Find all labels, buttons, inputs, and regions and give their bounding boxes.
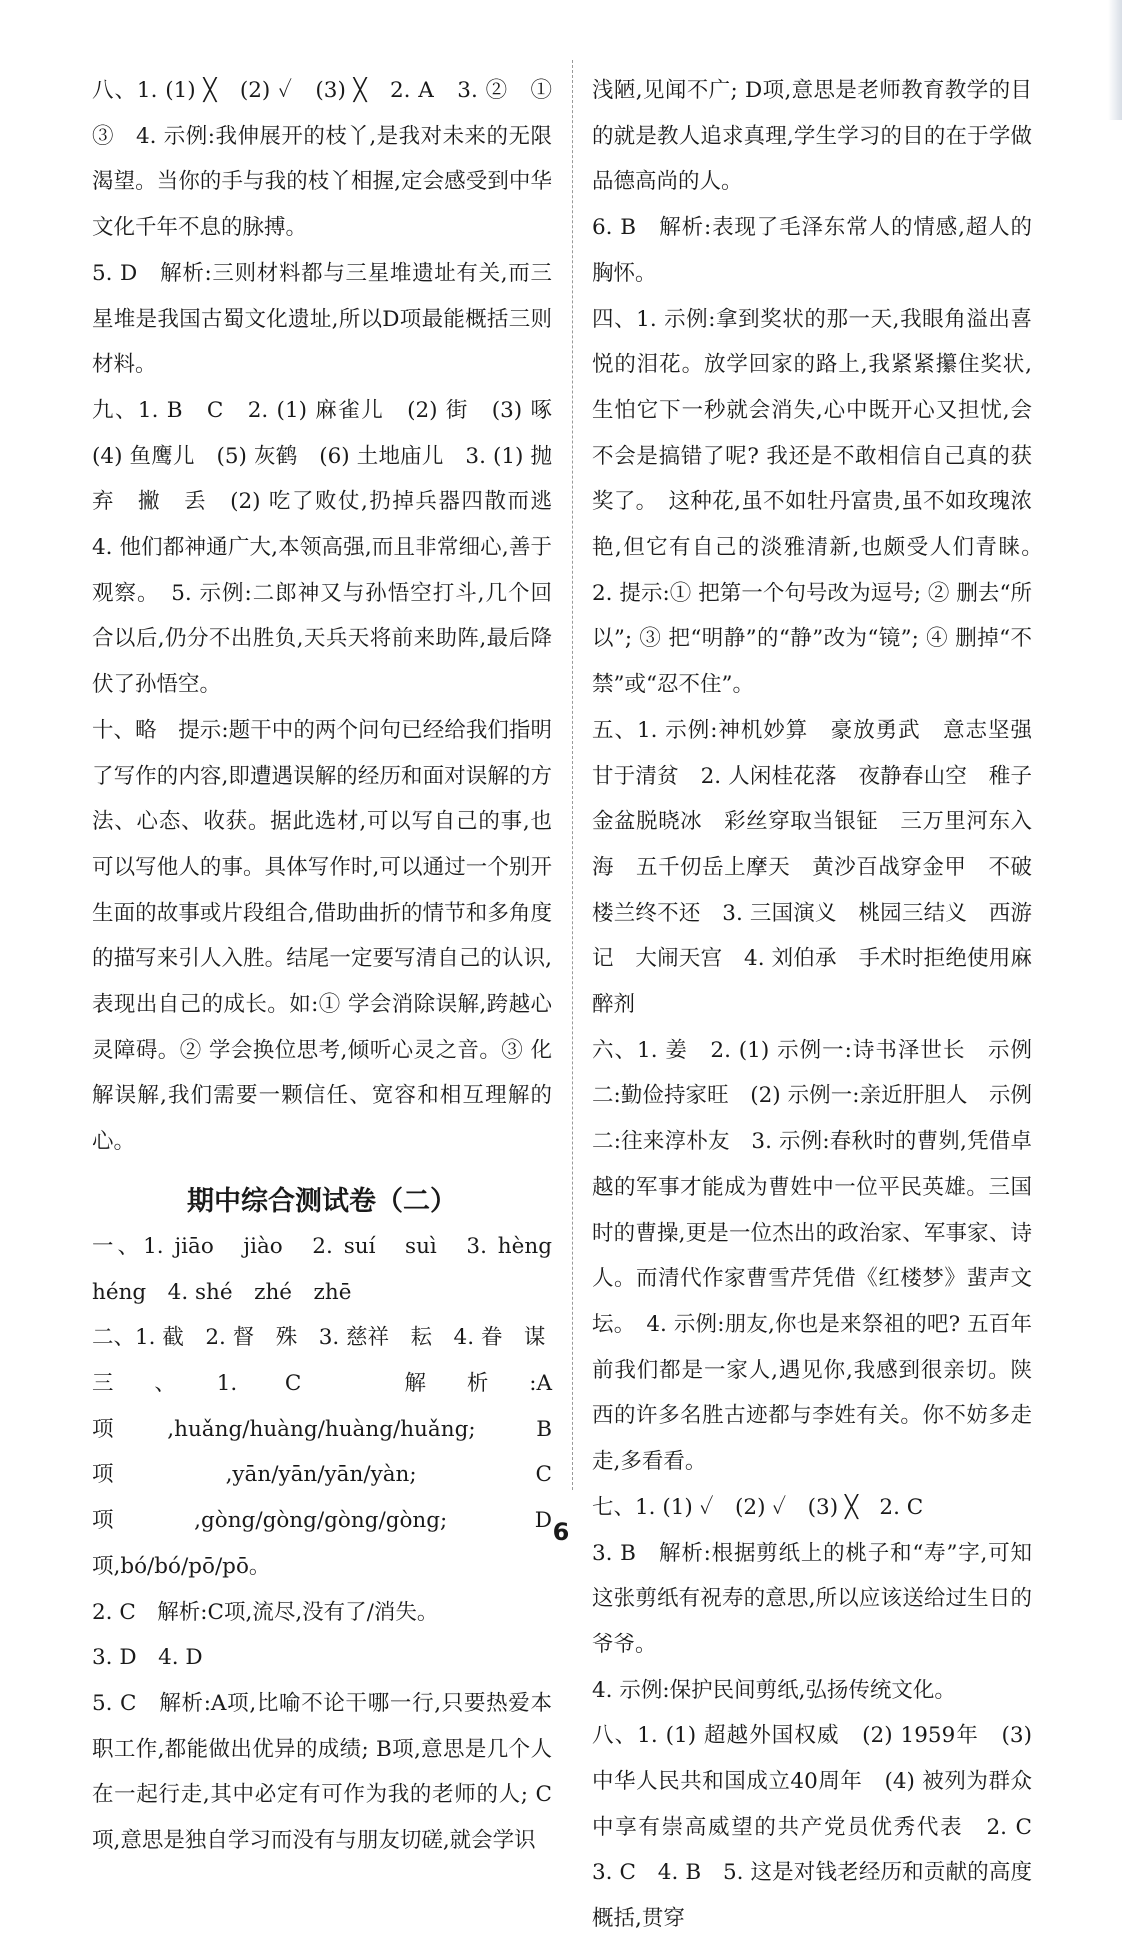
answer-part-4: 四、1. 示例:拿到奖状的那一天,我眼角溢出喜悦的泪花。放学回家的路上,我紧紧攥住奖状,生怕它下一秒就会消失,心中既开心又担忧,会不会是搞错了呢? 我还是不敢相信自己真的获奖了。 这种花,虽不如牡丹富贵,虽不如玫瑰浓艳,但它有自己的淡雅清新,也颇受人们青睐。 2. 提示:① 把第一个句号改为逗号; ② 删去“所以”; ③ 把“明静”的“静”改为“镜”; ④ 删掉“不禁”或“忍不住”。: [592, 306, 1054, 698]
answer-part-8: 八、1. (1) 超越外国权威 (2) 1959年 (3) 中华人民共和国成立40周年 (4) 被列为群众中享有崇高威望的共产党员优秀代表 2. C 3. C 4. B 5. 这是对钱老经历和贡献的高度概括,贯穿: [592, 1723, 1054, 1932]
answer-part-3-q6: 6. B 解析:表现了毛泽东常人的情感,超人的胸怀。: [592, 215, 1032, 286]
answer-part-7-q1-q2: 七、1. (1) ✓ (2) ✓ (3) ╳ 2. C: [592, 1494, 924, 1520]
answer-part-3-q2: 2. C 解析:C项,流尽,没有了/消失。: [92, 1599, 439, 1625]
answer-part-1: 一、1. jiāo jiào 2. suí suì 3. hèng héng 4. shé zhé zhē: [92, 1233, 574, 1305]
answer-section-8-q5: 5. D 解析:三则材料都与三星堆遗址有关,而三星堆是我国古蜀文化遗址,所以D项最能概括三则材料。: [92, 260, 552, 378]
page-edge-shadow: [1108, 0, 1122, 120]
answer-section-10: 十、略 提示:题干中的两个问句已经给我们指明了写作的内容,即遭遇误解的经历和面对误解的方法、心态、收获。据此选材,可以写自己的事,也可以写他人的事。具体写作时,可以通过一个别开生面的故事或片段组合,借助曲折的情节和多角度的描写来引人入胜。结尾一定要写清自己的认识,表现出自己的成长。如:① 学会消除误解,跨越心灵障碍。② 学会换位思考,倾听心灵之音。③ 化解误解,我们需要一颗信任、宽容和相互理解的心。: [92, 717, 552, 1155]
answer-section-8: 八、1. (1) ╳ (2) ✓ (3) ╳ 2. A 3. ② ① ③ 4. 示例:我伸展开的枝丫,是我对未来的无限渴望。当你的手与我的枝丫相握,定会感受到中华文化千年不息的脉搏。: [92, 78, 574, 241]
answer-part-3-q1: 三、1. C 解析:A项,huǎng/huàng/huàng/huǎng; B项,yān/yān/yān/yàn; C项,gòng/gòng/gòng/gòng; D项,bó/bó/pō/pō。: [92, 1370, 552, 1579]
left-column: [92, 68, 574, 1864]
section-heading: 期中综合测试卷（二）: [187, 1185, 457, 1217]
answer-part-3-q5: 5. C 解析:A项,比喻不论干哪一行,只要热爱本职工作,都能做出优异的成绩; B项,意思是几个人在一起行走,其中必定有可作为我的老师的人; C项,意思是独自学习而没有与朋友切磋,就会学识: [92, 1690, 552, 1854]
answer-part-7-q4: 4. 示例:保护民间剪纸,弘扬传统文化。: [592, 1677, 956, 1703]
answer-section-9: 九、1. B C 2. (1) 麻雀儿 (2) 街 (3) 啄 (4) 鱼鹰儿 (5) 灰鹤 (6) 土地庙儿 3. (1) 抛弃 撇 丢 (2) 吃了败仗,扔掉兵器四散而逃 4. 他们都神通广大,本领高强,而且非常细心,善于观察。 5. 示例:二郎神又与孙悟空打斗,几个回合以后,仍分不出胜负,天兵天将前来助阵,最后降伏了孙悟空。: [92, 397, 574, 698]
answer-part-7-q3: 3. B 解析:根据剪纸上的桃子和“寿”字,可知这张剪纸有祝寿的意思,所以应该送给过生日的爷爷。: [592, 1540, 1032, 1657]
answer-part-5: 五、1. 示例:神机妙算 豪放勇武 意志坚强 甘于清贫 2. 人闲桂花落 夜静春山空 稚子金盆脱晓冰 彩丝穿取当银钲 三万里河东入海 五千仞岳上摩天 黄沙百战穿金甲 不破楼兰终不还 3. 三国演义 桃园三结义 西游记 大闹天宫 4. 刘伯承 手术时拒绝使用麻醉剂: [592, 717, 1054, 1018]
answer-part-3-q5-cont: 浅陋,见闻不广; D项,意思是老师教育教学的目的就是教人追求真理,学生学习的目的在于学做品德高尚的人。: [592, 78, 1032, 195]
answer-part-6: 六、1. 姜 2. (1) 示例一:诗书泽世长 示例二:勤俭持家旺 (2) 示例一:亲近肝胆人 示例二:往来淳朴友 3. 示例:春秋时的曹刿,凭借卓越的军事才能成为曹姓中一位平民英雄。三国时的曹操,更是一位杰出的政治家、军事家、诗人。而清代作家曹雪芹凭借《红楼梦》蜚声文坛。 4. 示例:朋友,你也是来祭祖的吧? 五百年前我们都是一家人,遇见你,我感到很亲切。陕西的许多名胜古迹都与李姓有关。你不妨多走走,多看看。: [592, 1037, 1032, 1475]
right-column: [592, 68, 1054, 1942]
answer-part-3-q3-q4: 3. D 4. D: [92, 1645, 203, 1671]
page-number: 6: [552, 1518, 570, 1546]
column-divider: [572, 60, 573, 1490]
answer-part-2: 二、1. 截 2. 督 殊 3. 慈祥 耘 4. 眷 谋: [92, 1325, 546, 1351]
